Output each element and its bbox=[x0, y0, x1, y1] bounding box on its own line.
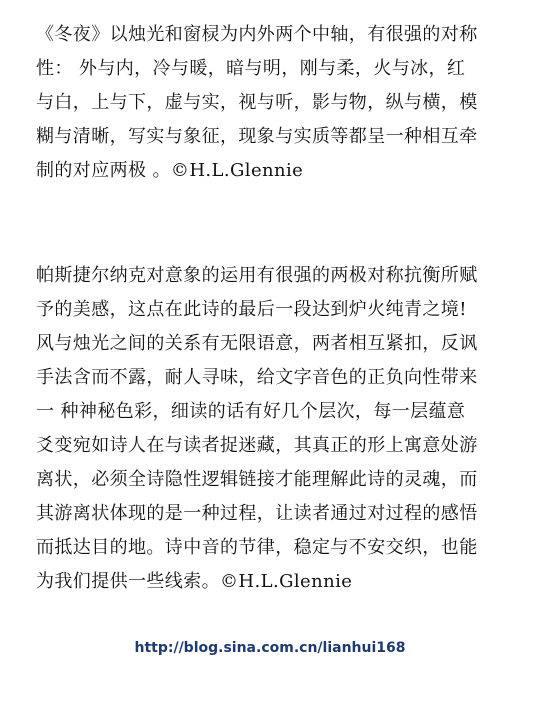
paragraph-line: 《冬夜》以烛光和窗棂为内外两个中轴，有很强的对称 bbox=[36, 24, 478, 45]
paragraph-2 bbox=[36, 259, 506, 599]
paragraph-line: 其游离状体现的是一种过程，让读者通过对过程的感悟 bbox=[36, 503, 478, 524]
paragraph-line: 爻变宛如诗人在与读者捉迷藏，其真正的形上寓意处游 bbox=[36, 435, 478, 456]
paragraph-line: 为我们提供一些线索。©H.L.Glennie bbox=[36, 571, 353, 592]
paragraph-line: 而抵达目的地。诗中音的节律，稳定与不安交织，也能 bbox=[36, 537, 478, 558]
paragraph-line: 帕斯捷尔纳克对意象的运用有很强的两极对称抗衡所赋 bbox=[36, 265, 478, 286]
footer-url-link[interactable]: http://blog.sina.com.cn/lianhui168 bbox=[134, 640, 406, 656]
paragraph-1 bbox=[36, 18, 506, 188]
paragraph-line: 一 种神秘色彩，细读的话有好几个层次，每一层蕴意 bbox=[36, 401, 466, 422]
paragraph-line: 手法含而不露，耐人寻味，给文字音色的正负向性带来 bbox=[36, 367, 478, 388]
paragraph-line: 制的对应两极 。©H.L.Glennie bbox=[36, 160, 304, 181]
paragraph-line: 风与烛光之间的关系有无限语意，两者相互紧扣，反讽 bbox=[36, 333, 478, 354]
paragraph-line: 与白，上与下，虚与实，视与听，影与物，纵与横，模 bbox=[36, 92, 478, 113]
paragraph-line: 性： 外与内，冷与暖，暗与明，刚与柔，火与冰，红 bbox=[36, 58, 466, 79]
paragraph-line: 离状，必须全诗隐性逻辑链接才能理解此诗的灵魂，而 bbox=[36, 469, 478, 490]
paragraph-line: 予的美感，这点在此诗的最后一段达到炉火纯青之境! bbox=[36, 299, 467, 320]
paragraph-line: 糊与清晰，写实与象征，现象与实质等都呈一种相互牵 bbox=[36, 126, 478, 147]
